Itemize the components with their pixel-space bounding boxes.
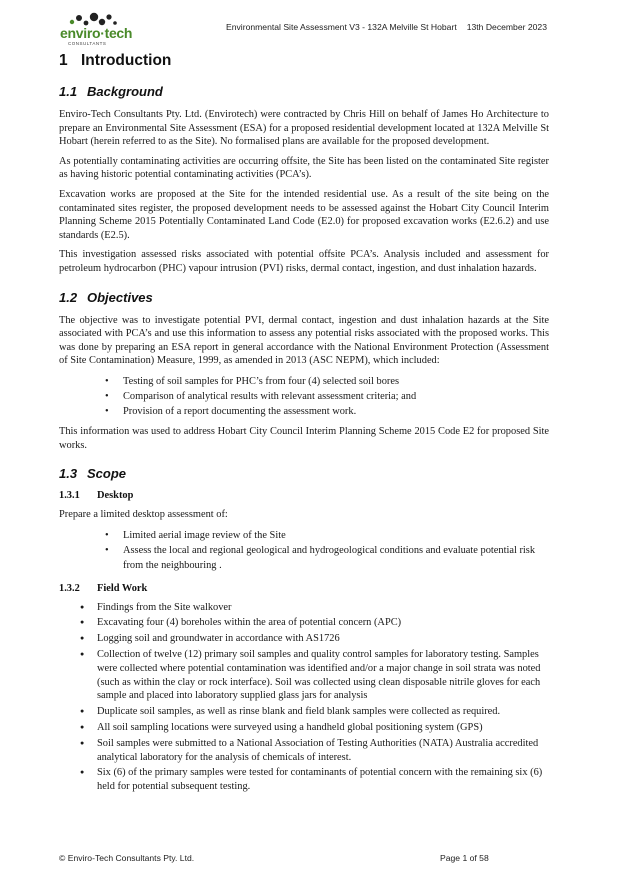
list-item: • Provision of a report documenting the assessment work.	[103, 404, 549, 419]
heading-desktop	[59, 490, 549, 501]
heading-number: 1.3	[59, 466, 78, 482]
document-title: Environmental Site Assessment V3 - 132A Melville St Hobart	[226, 22, 457, 32]
list-item: ● Findings from the Site walkover	[79, 601, 549, 615]
heading-text: Scope	[87, 466, 127, 482]
list-item: ● Duplicate soil samples, as well as rinse blank and field blank samples were collected as required.	[79, 705, 549, 719]
list-item: • Testing of soil samples for PHC’s from four (4) selected soil bores	[103, 374, 549, 389]
list-item: ● Collection of twelve (12) primary soil samples and quality control samples for laboratory testing. Samples were collected where potential contamination was identified and/or a major change in soil strata was noted (such as within the clay or rock interface). Soil was collected using clean disposable nitrile gloves for each sample and placed into laboratory supplied glass jars for analysis	[79, 648, 549, 703]
field-work-list	[59, 601, 549, 794]
objectives-paragraph-2: This information was used to address Hobart City Council Interim Planning Scheme 2015 Code E2 for proposed Site works.	[59, 425, 549, 451]
list-item: • Comparison of analytical results with relevant assessment criteria; and	[103, 389, 549, 404]
heading-text: Field Work	[97, 582, 148, 594]
logo-wordmark: enviro·tech	[60, 25, 133, 41]
heading-introduction	[59, 52, 549, 70]
heading-number: 1.3.2	[59, 582, 80, 594]
heading-text: Background	[87, 84, 163, 99]
heading-number: 1.2	[59, 289, 78, 305]
background-paragraph-2: As potentially contaminating activities are occurring offsite, the Site has been listed on the contaminated Site register as having historic potential contaminating activities (PCA’s).	[59, 155, 549, 181]
list-item: ● Excavating four (4) boreholes within the area of potential concern (APC)	[79, 616, 549, 630]
heading-number: 1.1	[59, 84, 78, 99]
heading-background	[59, 84, 549, 99]
main-content	[59, 52, 549, 796]
running-header	[226, 22, 547, 32]
logo-subtitle: CONSULTANTS	[68, 41, 107, 46]
objectives-paragraph-1: The objective was to investigate potential PVI, dermal contact, ingestion and dust inhalation hazards at the Site associated with PCA’s and use this information to assess any potential risks associated with the proposed works. This was done by preparing an ESA report in general accordance with the National Environment Protection (Assessment of Site Contamination) Measure, 1999, as amended in 2013 (ASC NEPM), which included:	[59, 314, 549, 367]
list-item: ● Logging soil and groundwater in accordance with AS1726	[79, 632, 549, 646]
company-logo	[58, 10, 133, 46]
heading-text: Introduction	[81, 52, 172, 69]
footer-copyright: © Enviro-Tech Consultants Pty. Ltd.	[59, 853, 195, 863]
objectives-list	[59, 374, 549, 419]
heading-number: 1	[59, 52, 68, 69]
desktop-intro: Prepare a limited desktop assessment of:	[59, 509, 228, 521]
heading-text: Objectives	[87, 289, 153, 305]
background-paragraph-4: This investigation assessed risks associated with potential offsite PCA’s. Analysis included and assessment for petroleum hydrocarbon (PHC) vapour intrusion (PVI) risks, dermal contact, ingestion, and dust inhalation hazards.	[59, 249, 549, 274]
heading-field-work	[59, 583, 549, 594]
heading-number: 1.3.1	[59, 490, 80, 502]
background-paragraph-1: Enviro-Tech Consultants Pty. Ltd. (Envirotech) were contracted by Chris Hill on behalf of James Ho Architecture to prepare an Environmental Site Assessment (ESA) for a proposed residential development located at 132A Melville St Hobart (herein referred to as the Site). No formalised plans are available for the proposed development.	[59, 109, 549, 148]
heading-text: Desktop	[97, 490, 134, 502]
list-item: ● Six (6) of the primary samples were tested for contaminants of potential concern with the remaining six (6) held for potential subsequent testing.	[79, 766, 549, 794]
heading-objectives	[59, 290, 549, 305]
background-paragraph-3: Excavation works are proposed at the Site for the intended residential use. As a result of the site being on the contaminated sites register, the proposed development needs to be assessed against the Hobart City Council Interim Planning Scheme 2015 Potentially Contaminated Land Code (E2.0) for proposed excavation works (E2.6.2) and use standards (E2.5).	[59, 188, 549, 241]
desktop-list	[59, 528, 549, 573]
list-item: • Limited aerial image review of the Site	[103, 528, 549, 543]
page-number: Page 1 of 58	[440, 853, 489, 863]
list-item: ● All soil sampling locations were surveyed using a handheld global positioning system (GPS)	[79, 721, 549, 735]
list-item: • Assess the local and regional geological and hydrogeological conditions and evaluate potential risk from the neighbouring .	[103, 543, 549, 573]
heading-scope	[59, 466, 549, 481]
list-item: ● Soil samples were submitted to a National Association of Testing Authorities (NATA) Australia accredited analytical laboratory for the analysis of chemicals of interest.	[79, 737, 549, 765]
document-date: 13th December 2023	[466, 22, 547, 32]
